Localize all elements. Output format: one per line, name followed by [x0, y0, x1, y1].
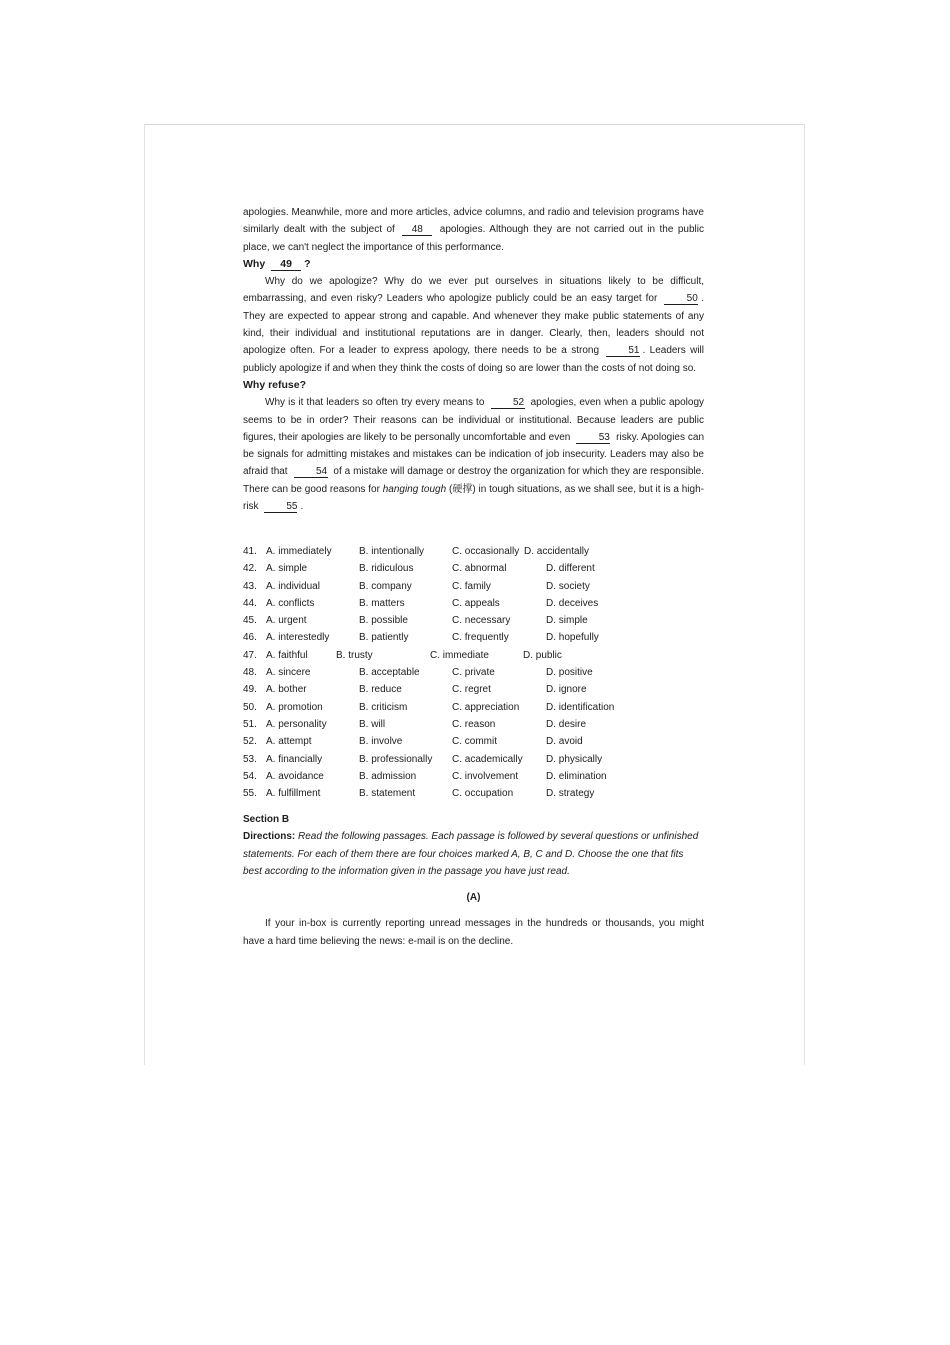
option-c[interactable]: C. appreciation: [452, 701, 520, 713]
option-d[interactable]: D. positive: [546, 667, 593, 679]
option-c[interactable]: C. abnormal: [452, 563, 507, 575]
option-a[interactable]: A. avoidance: [266, 770, 324, 782]
option-row: 55. A. fulfillment B. statement C. occupation D. strategy: [243, 785, 713, 802]
option-d[interactable]: D. society: [546, 580, 590, 592]
blank-48[interactable]: 48: [402, 224, 432, 236]
option-c[interactable]: C. occasionally: [452, 546, 520, 557]
options-list: [243, 543, 713, 802]
option-d[interactable]: D. deceives: [546, 597, 599, 609]
option-a[interactable]: A. faithful: [266, 649, 308, 661]
option-d[interactable]: D. public: [523, 649, 562, 661]
option-a[interactable]: A. conflicts: [266, 597, 315, 609]
section-b: [243, 811, 704, 950]
option-row: 54. A. avoidance B. admission C. involvement D. elimination: [243, 768, 713, 785]
option-row: 44. A. conflicts B. matters C. appeals D. deceives: [243, 595, 713, 612]
option-b[interactable]: B. ridiculous: [359, 563, 414, 575]
chinese-gloss: (硬撑): [448, 483, 476, 495]
option-a[interactable]: A. immediately: [266, 546, 332, 557]
option-b[interactable]: B. possible: [359, 615, 408, 627]
option-d[interactable]: D. avoid: [546, 736, 583, 748]
option-a[interactable]: A. fulfillment: [266, 788, 321, 800]
option-d[interactable]: D. identification: [546, 701, 615, 713]
option-c[interactable]: C. reason: [452, 718, 496, 730]
option-b[interactable]: B. will: [359, 718, 386, 730]
option-a[interactable]: A. urgent: [266, 615, 307, 627]
passage-label: (A): [466, 892, 481, 904]
option-c[interactable]: C. family: [452, 580, 491, 592]
option-row: 53. A. financially B. professionally C. academically D. physically: [243, 751, 713, 768]
option-row: 45. A. urgent B. possible C. necessary D. simple: [243, 612, 713, 629]
option-a[interactable]: A. simple: [266, 563, 308, 575]
option-c[interactable]: C. regret: [452, 684, 491, 696]
option-d[interactable]: D. strategy: [546, 788, 595, 800]
option-d[interactable]: D. ignore: [546, 684, 587, 696]
option-row: 41. A. immediately B. intentionally C. occasionally D. accidentally: [243, 543, 713, 560]
option-d[interactable]: D. physically: [546, 753, 603, 765]
option-b[interactable]: B. patiently: [359, 632, 409, 644]
option-row: 47. A. faithful B. trusty C. immediate D. public: [243, 647, 713, 664]
directions: [243, 828, 704, 880]
option-b[interactable]: B. matters: [359, 597, 405, 609]
heading-why: Why 49 ?: [243, 257, 311, 270]
passage-paragraph-3: Why is it that leaders so often try every means to 52 apologies, even when a public apology seems to be in order? Their reasons can be individual or institutional. Because leaders are public figures, their apologies are likely to be personally uncomfortable and even 53 risky. Apologies can be signals for admitting mistakes and mistakes can be indication of job insecurity. Leaders may also be afraid that 54 of a mistake will damage or destroy the organization for which they are responsible. There can be good reasons for hanging tough (硬撑) in tough situations, as we shall see, but it is a high-risk 55 .: [243, 397, 705, 513]
option-a[interactable]: A. personality: [266, 718, 327, 730]
option-a[interactable]: A. individual: [266, 580, 320, 592]
heading-why-refuse: Why refuse?: [243, 378, 307, 391]
option-b[interactable]: B. statement: [359, 788, 416, 800]
option-c[interactable]: C. occupation: [452, 788, 514, 800]
option-b[interactable]: B. admission: [359, 770, 417, 782]
option-d[interactable]: D. hopefully: [546, 632, 599, 644]
blank-50[interactable]: 50: [664, 293, 698, 305]
blank-53[interactable]: 53: [576, 432, 610, 444]
option-b[interactable]: B. criticism: [359, 701, 408, 713]
option-b[interactable]: B. intentionally: [359, 546, 425, 557]
option-c[interactable]: C. appeals: [452, 597, 500, 609]
option-c[interactable]: C. necessary: [452, 615, 511, 627]
option-row: 51. A. personality B. will C. reason D. desire: [243, 716, 713, 733]
option-b[interactable]: B. trusty: [336, 649, 373, 661]
option-row: 46. A. interestedly B. patiently C. frequently D. hopefully: [243, 629, 713, 646]
option-c[interactable]: C. academically: [452, 753, 523, 765]
directions-text: Read the following passages. Each passage is followed by several questions or unfinished statements. For each of them there are four choices marked A, B, C and D. Choose the one that fits best according to the information given in the passage you have just read.: [243, 831, 699, 877]
blank-52[interactable]: 52: [491, 397, 525, 409]
passage-paragraph-1: apologies. Meanwhile, more and more articles, advice columns, and radio and television programs have similarly dealt with the subject of 48 apologies. Although they are not carried out in the public place, we can't neglect the importance of this performance.: [243, 207, 704, 253]
option-row: 48. A. sincere B. acceptable C. private D. positive: [243, 664, 713, 681]
option-row: 50. A. promotion B. criticism C. appreciation D. identification: [243, 699, 713, 716]
option-d[interactable]: D. desire: [546, 718, 587, 730]
option-c[interactable]: C. frequently: [452, 632, 509, 644]
option-a[interactable]: A. financially: [266, 753, 323, 765]
option-a[interactable]: A. promotion: [266, 701, 323, 713]
option-b[interactable]: B. involve: [359, 736, 403, 748]
option-a[interactable]: A. interestedly: [266, 632, 330, 644]
passage-text: [243, 204, 704, 515]
italic-term: hanging tough: [382, 483, 447, 495]
blank-55[interactable]: 55: [264, 501, 297, 513]
option-row: 42. A. simple B. ridiculous C. abnormal D. different: [243, 560, 713, 577]
option-a[interactable]: A. bother: [266, 684, 307, 696]
option-a[interactable]: A. sincere: [266, 667, 311, 679]
section-title: Section B: [243, 814, 290, 825]
option-d[interactable]: D. different: [546, 563, 595, 575]
option-c[interactable]: C. private: [452, 667, 495, 679]
blank-54[interactable]: 54: [294, 466, 328, 478]
option-b[interactable]: B. company: [359, 580, 412, 592]
passage-paragraph-2: Why do we apologize? Why do we ever put ourselves in situations likely to be difficult, embarrassing, and even risky? Leaders who apologize publicly could be an easy target for 50 . They are expected to appear strong and capable. And whenever they make public statements of any kind, their individual and institutional reputations are in danger. Clearly, then, leaders should not apologize often. For a leader to express apology, there needs to be a strong 51 . Leaders will publicly apologize if and when they think the costs of doing so are lower than the costs of not doing so.: [243, 276, 705, 374]
option-d[interactable]: D. accidentally: [524, 546, 590, 557]
option-b[interactable]: B. professionally: [359, 753, 433, 765]
option-a[interactable]: A. attempt: [266, 736, 312, 748]
option-b[interactable]: B. reduce: [359, 684, 402, 696]
option-c[interactable]: C. immediate: [430, 649, 489, 661]
option-c[interactable]: C. commit: [452, 736, 497, 748]
option-c[interactable]: C. involvement: [452, 770, 519, 782]
blank-49[interactable]: 49: [271, 259, 301, 271]
option-row: 43. A. individual B. company C. family D. society: [243, 578, 713, 595]
option-d[interactable]: D. simple: [546, 615, 588, 627]
option-d[interactable]: D. elimination: [546, 770, 607, 782]
blank-51[interactable]: 51: [606, 345, 639, 357]
directions-label: Directions:: [243, 831, 296, 843]
option-row: 49. A. bother B. reduce C. regret D. ignore: [243, 681, 713, 698]
option-b[interactable]: B. acceptable: [359, 667, 420, 679]
option-row: 52. A. attempt B. involve C. commit D. avoid: [243, 733, 713, 750]
reading-passage-a: If your in-box is currently reporting unread messages in the hundreds or thousands, you might have a hard time believing the news: e-mail is on the decline.: [243, 918, 704, 947]
